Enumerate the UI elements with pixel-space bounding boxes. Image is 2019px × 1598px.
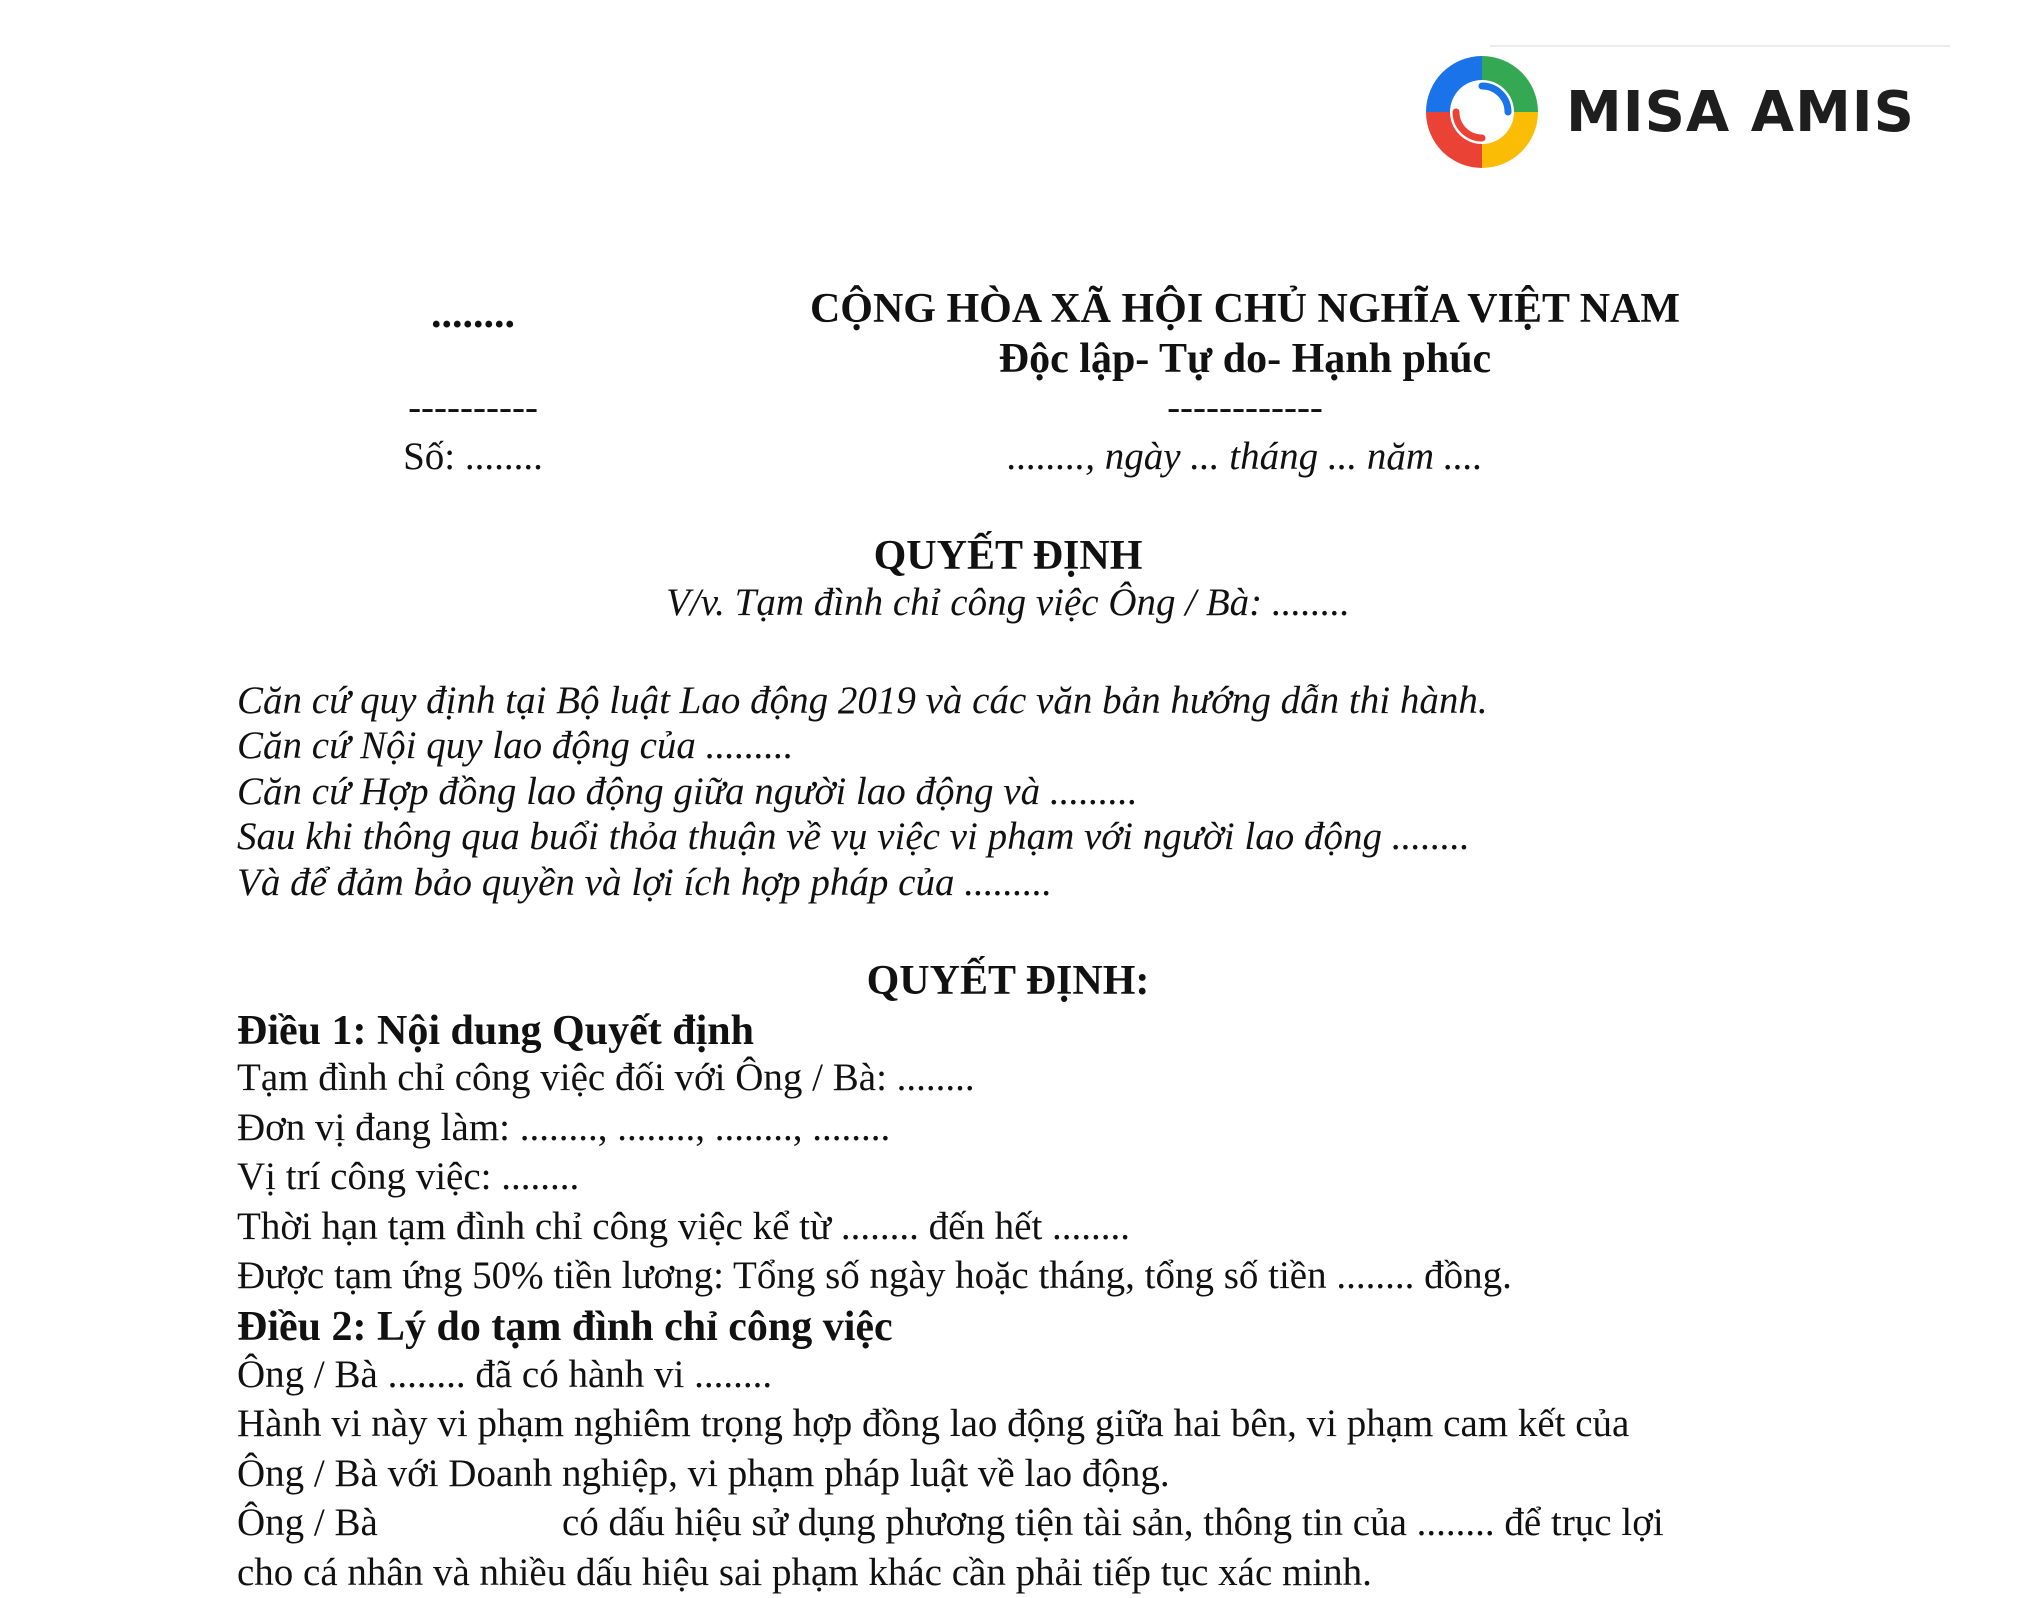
ground-line: Và để đảm bảo quyền và lợi ích hợp pháp của .........	[237, 861, 1052, 904]
article-2-line: cho cá nhân và nhiều dấu hiệu sai phạm khác cần phải tiếp tục xác minh.	[237, 1551, 1372, 1594]
org-dashes: ----------	[408, 386, 538, 429]
article-2-line: Hành vi này vi phạm nghiêm trọng hợp đồng lao động giữa hai bên, vi phạm cam kết của	[237, 1402, 1630, 1445]
ground-line: Căn cứ quy định tại Bộ luật Lao động 2019 và các văn bản hướng dẫn thi hành.	[237, 679, 1488, 722]
misa-amis-logo	[1416, 44, 1915, 179]
logo-brand-text: MISA AMIS	[1566, 80, 1915, 145]
decision-title: QUYẾT ĐỊNH	[873, 533, 1143, 579]
article-2-line-end: có dấu hiệu sử dụng phương tiện tài sản, thông tin của ........ để trục lợi	[562, 1501, 1664, 1544]
article-1-line: Thời hạn tạm đình chỉ công việc kể từ ........ đến hết ........	[237, 1205, 1131, 1248]
motto-dashes: ------------	[1167, 386, 1323, 429]
document-number: Số: ........	[403, 435, 543, 478]
article-1-line: Đơn vị đang làm: ........, ........, ........, ........	[237, 1106, 891, 1149]
org-placeholder: ........	[431, 291, 515, 337]
country-title: CỘNG HÒA XÃ HỘI CHỦ NGHĨA VIỆT NAM	[809, 286, 1681, 332]
article-2-line-start: Ông / Bà	[237, 1501, 378, 1544]
decision-subject: V/v. Tạm đình chỉ công việc Ông / Bà: ........	[666, 581, 1350, 624]
misa-amis-logo-icon	[1416, 46, 1548, 178]
article-2-heading: Điều 2: Lý do tạm đình chỉ công việc	[237, 1304, 893, 1350]
ground-line: Căn cứ Hợp đồng lao động giữa người lao động và .........	[237, 770, 1138, 813]
ground-line: Căn cứ Nội quy lao động của .........	[237, 724, 794, 767]
date-line: ........, ngày ... tháng ... năm ....	[1007, 435, 1483, 478]
article-1-line: Vị trí công việc: ........	[237, 1155, 580, 1198]
national-motto: Độc lập- Tự do- Hạnh phúc	[998, 336, 1492, 382]
article-2-line: Ông / Bà ........ đã có hành vi ........	[237, 1353, 773, 1396]
article-1-line: Được tạm ứng 50% tiền lương: Tổng số ngày hoặc tháng, tổng số tiền ........ đồng.	[237, 1254, 1512, 1297]
decision-heading: QUYẾT ĐỊNH:	[866, 958, 1150, 1004]
article-1-heading: Điều 1: Nội dung Quyết định	[237, 1008, 754, 1054]
article-1-line: Tạm đình chỉ công việc đối với Ông / Bà: ........	[237, 1056, 975, 1099]
article-2-line: Ông / Bà với Doanh nghiệp, vi phạm pháp luật về lao động.	[237, 1452, 1170, 1495]
ground-line: Sau khi thông qua buổi thỏa thuận về vụ việc vi phạm với người lao động ........	[237, 815, 1470, 858]
